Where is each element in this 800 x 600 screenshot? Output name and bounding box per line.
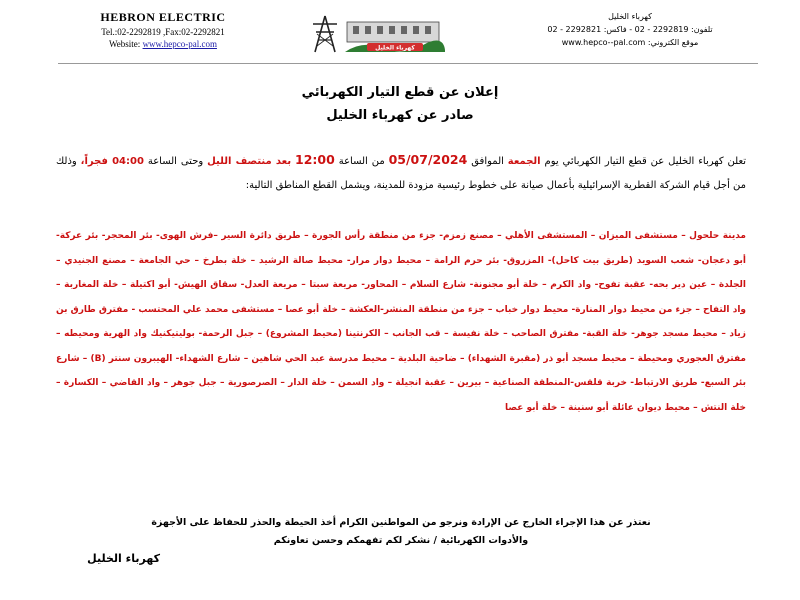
- company-logo: [305, 12, 455, 54]
- closing-line-1: نعتذر عن هذا الإجراء الخارج عن الإرادة ونرجو من المواطنين الكرام أخذ الحيطة والحذر للحفاظ على الأجهزة: [151, 517, 651, 528]
- website-ar: موقع الكتروني: www.hepco--pal.com: [561, 38, 699, 47]
- company-name-ar: كهرباء الخليل: [608, 12, 652, 21]
- outage-end-time: 04:00 فجراً،: [80, 156, 144, 167]
- power-tower-icon: [313, 16, 337, 52]
- letterhead-arabic: [500, 12, 760, 51]
- outage-date: 05/07/2024: [388, 152, 468, 167]
- intro-text-5: وحتى الساعة: [147, 156, 204, 167]
- company-name-en: HEBRON ELECTRIC: [100, 10, 226, 24]
- contact-ar: تلفون: 2292819 - 02 - فاكس: 2292821 - 02: [547, 25, 713, 34]
- affected-areas-list: مدينة حلحول – مستشفى الميزان – المستشفى الأهلي – مصنع زمزم- جزء من منطقة رأس الجورة – طريق دائرة السير –فرش الهوى- بئر المحجر- بئر عركة- أبو دعجان- شعب السويد (طريق بيت كاحل)- المزروق- بئر حرم الرامة – محيط دوار مرار- محيط صالة الرشيد – خلة بطرخ – حي الجامعة – مصنع الجنيدي – الجلدة – عين دير بحه- عقبة تفوح- واد الكرم – خلة أبو مجنونة- شارع السلام – المحاور- مريعة سبتا – مريعة العدل- سقاق الهيش- أبو اكتيلة – خلة المغاربة – واد التفاح – جزء من محيط دوار المنارة- محيط دوار خباب – جزء من منطقة المنشر-العكشة – خلة أبو عصا – مستشفى محمد علي المحتسب - مفترق طارق بن زياد – محيط مسجد جوهر- خلة القبة- مفترق الصاحب – خلة نفيسة – قب الجانب – الكرنتينا (محيط المشروع) – جبل الرحمة- بوليتيكنيك واد الهرية ومحيطه – مفترق العجوري ومحيطة – محيط مسجد أبو ذر (مقبرة الشهداء) – ضاحية البلدية – محيط مدرسة عبد الحي شاهين – شارع الشهداء- الهيبرون سنتر (B) – شارع بئر السبع- طريق الارتباط- خربة قلقس-المنطقة الصناعية – بيرين – عقبة انجيلة – واد السمن – خلة الدار – الصرصورية – جبل جوهر – واد القاضي – الكسارة – خلة النتش – محيط ديوان عائلة أبو سنينة – خلة أبو عصا: [56, 231, 746, 413]
- announcement-title: إعلان عن قطع التيار الكهربائي: [301, 85, 499, 100]
- closing-line-2: والأدوات الكهربائية / نشكر لكم تفهمكم وحسن تعاونكم: [273, 535, 529, 546]
- svg-text:كهرباء الخليل: كهرباء الخليل: [375, 44, 415, 52]
- website-link[interactable]: www.hepco-pal.com: [142, 39, 217, 49]
- intro-text-1: تعلن كهرباء الخليل عن قطع التيار الكهربائي يوم: [544, 156, 747, 167]
- website-label-en: Website:: [109, 39, 141, 49]
- contact-en: Tel.:02-2292819 ,Fax:02-2292821: [101, 27, 225, 37]
- intro-text-2: الموافق: [471, 156, 504, 167]
- letterhead-english: [58, 10, 268, 49]
- building-icon: [345, 22, 445, 52]
- website-row-en: [58, 39, 268, 49]
- outage-start-time: 12:00: [295, 152, 335, 167]
- outage-day: الجمعة: [507, 156, 541, 167]
- intro-text-6: وذلك من أجل قيام الشركة القطرية الإسرائيلية بأعمال صيانة على خطوط رئيسية مزودة للمدينة، ويشمل القطع المناطق التالية:: [56, 156, 746, 191]
- header-divider: [58, 63, 758, 64]
- announcement-subtitle: صادر عن كهرباء الخليل: [326, 108, 474, 123]
- intro-text-4: بعد منتصف الليل: [207, 156, 292, 167]
- intro-text-3: من الساعة: [338, 156, 385, 167]
- signature: كهرباء الخليل: [87, 552, 160, 565]
- announcement-intro: [56, 148, 746, 198]
- closing-note: [56, 514, 746, 550]
